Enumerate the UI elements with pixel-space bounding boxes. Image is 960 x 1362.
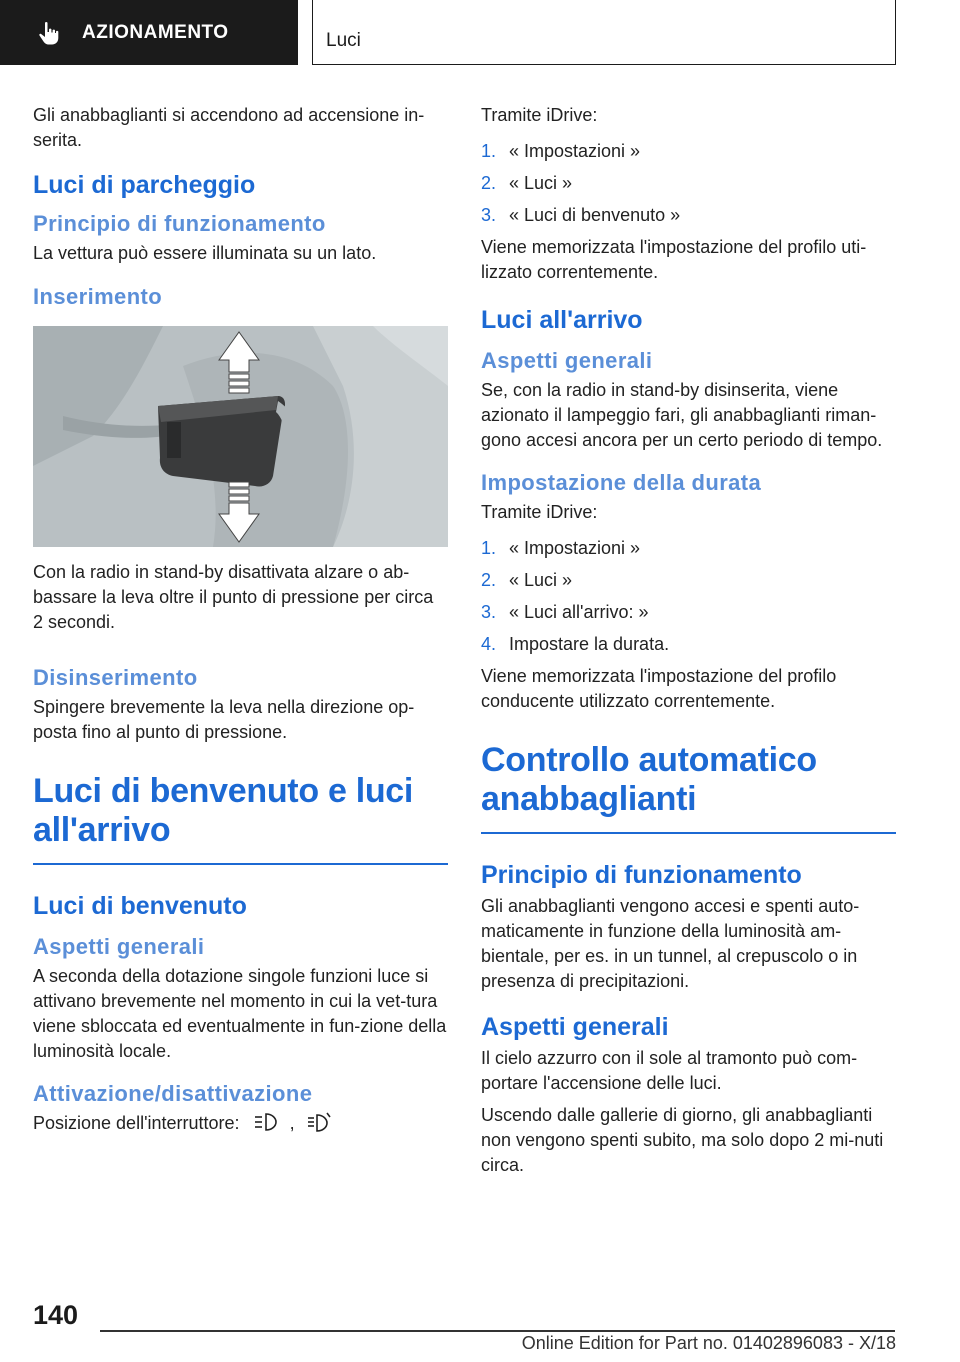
list-item: 3. « Luci di benvenuto » (481, 205, 681, 225)
footer-edition: Online Edition for Part no. 01402896083 - X/18 (521, 1333, 896, 1353)
welcome-general-text: A seconda della dotazione singole funzioni luce si attivano brevemente nel momento in cui la vet-tura viene sbloccata ed eventualmente in fun-zione della luminosità locale. (33, 966, 447, 1061)
steps-list-1 (481, 139, 896, 228)
duration-heading: Impostazione della durata (481, 470, 762, 495)
arrival-general-heading: Aspetti generali (481, 348, 653, 373)
arrival-lights-heading: Luci all'arrivo (481, 306, 643, 334)
hand-pointer-icon (36, 20, 62, 46)
left-column (33, 100, 448, 1136)
auto-low-beam-main-heading: Controllo automatico anabbaglianti (481, 741, 817, 818)
idrive-intro-1: Tramite iDrive: (481, 105, 598, 125)
auto-general-heading: Aspetti generali (481, 1013, 669, 1041)
parking-principle-heading: Principio di funzionamento (33, 211, 326, 236)
switch-position-line (33, 1111, 448, 1136)
intro-paragraph: Gli anabbaglianti si accendono ad accensione in-serita. (33, 105, 425, 150)
header-section-label: AZIONAMENTO (82, 21, 229, 43)
list-item: 3. « Luci all'arrivo: » (481, 602, 649, 622)
parking-light-right-icon (306, 1111, 332, 1133)
onoff-heading: Attivazione/disattivazione (33, 1081, 313, 1106)
header-section-tab (0, 0, 298, 65)
list-item: 2. « Luci » (481, 570, 573, 590)
auto-general-text-2: Uscendo dalle gallerie di giorno, gli anabbaglianti non vengono spenti subito, ma solo dopo 2 mi-nuti circa. (481, 1105, 884, 1175)
auto-general-text-1: Il cielo azzurro con il sole al tramonto può com-portare l'accensione delle luci. (481, 1048, 858, 1093)
arrival-general-text: Se, con la radio in stand-by disinserita, viene azionato il lampeggio fari, gli anabbaglianti riman-gono accesi ancora per un certo periodo di tempo. (481, 380, 883, 450)
parking-lights-heading: Luci di parcheggio (33, 171, 256, 199)
turn-signal-lever-illustration (33, 326, 448, 547)
deactivation-heading: Disinserimento (33, 665, 198, 690)
switch-position-label: Posizione dell'interruttore: (33, 1113, 240, 1133)
section-divider (33, 863, 448, 865)
list-item: 1. « Impostazioni » (481, 141, 641, 161)
page-number: 140 (33, 1300, 79, 1330)
welcome-general-heading: Aspetti generali (33, 934, 205, 959)
switch-separator: , (289, 1113, 295, 1133)
idrive-intro-2: Tramite iDrive: (481, 502, 598, 522)
steps-list-2 (481, 536, 896, 657)
auto-principle-heading: Principio di funzionamento (481, 861, 802, 889)
auto-principle-text: Gli anabbaglianti vengono accesi e spenti auto-maticamente in funzione della luminosità am-bientale, per es. in un tunnel, al crepuscolo o in presenza di precipitazioni. (481, 896, 860, 991)
parking-principle-text: La vettura può essere illuminata su un lato. (33, 243, 377, 263)
deactivation-text: Spingere brevemente la leva nella direzione op-posta fino al punto di pressione. (33, 697, 415, 742)
activation-heading: Inserimento (33, 284, 163, 309)
activation-text: Con la radio in stand-by disattivata alzare o ab-bassare la leva oltre il punto di pressione per circa 2 secondi. (33, 562, 434, 632)
footer-divider (100, 1330, 895, 1332)
profile-note-2: Viene memorizzata l'impostazione del profilo conducente utilizzato correntemente. (481, 666, 837, 711)
list-item: 4. Impostare la durata. (481, 634, 670, 654)
list-item: 1. « Impostazioni » (481, 538, 641, 558)
header-title: Luci (326, 30, 361, 51)
parking-light-left-icon (253, 1111, 279, 1133)
right-column (481, 100, 896, 1178)
profile-note-1: Viene memorizzata l'impostazione del profilo uti-lizzato correntemente. (481, 237, 867, 282)
welcome-arrival-main-heading: Luci di benvenuto e luci all'arrivo (33, 772, 414, 849)
list-item: 2. « Luci » (481, 173, 573, 193)
section-divider (481, 832, 896, 834)
header-title-box (312, 0, 896, 65)
welcome-lights-heading: Luci di benvenuto (33, 892, 247, 920)
